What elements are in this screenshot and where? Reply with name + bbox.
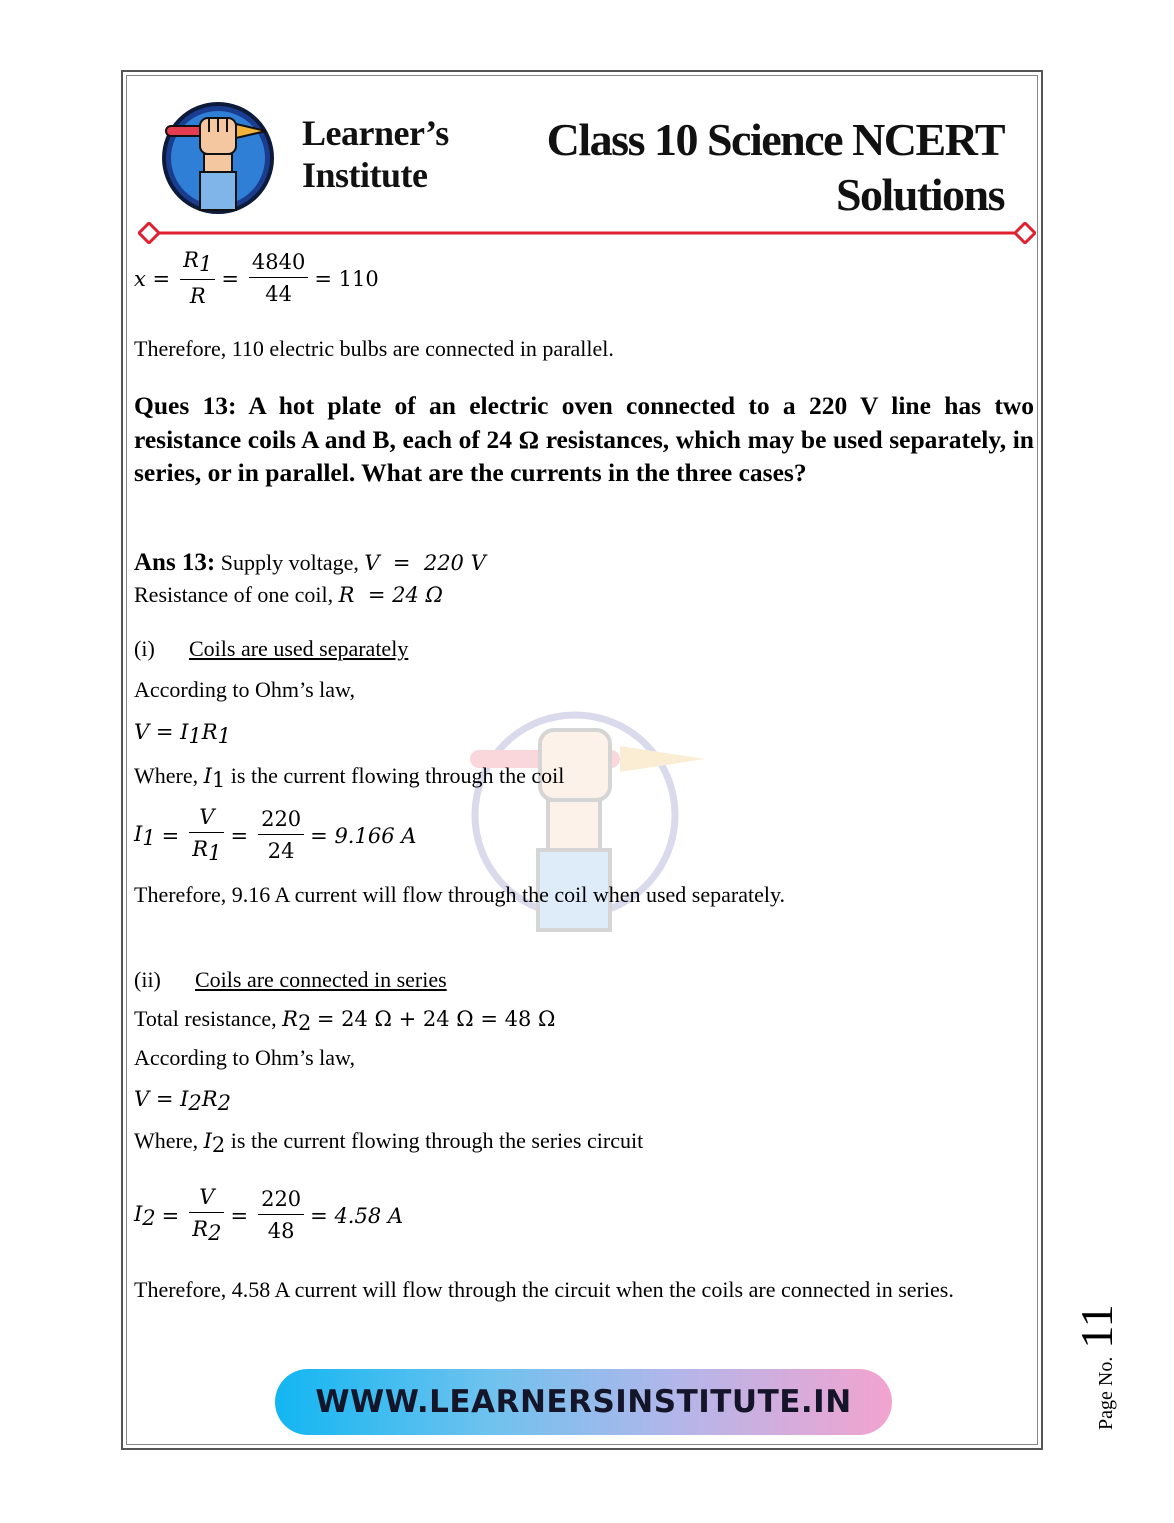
eq-i2-lhs — [134, 1200, 156, 1232]
equation-x — [134, 245, 385, 312]
eq-v2-sub2: 2 — [217, 1091, 231, 1115]
eq-i2-equals-2: = — [230, 1203, 249, 1228]
where1-a: Where, — [134, 763, 199, 788]
eq-i1-frac2-num: 220 — [261, 807, 302, 831]
equation-i2 — [134, 1182, 409, 1249]
eq-x-frac-2 — [249, 247, 308, 310]
learners-institute-logo — [158, 98, 278, 214]
eq-x-frac1-den: R — [180, 279, 215, 312]
brand-line-1: Learner’s — [302, 113, 449, 153]
eq-i2-frac2-num: 220 — [261, 1187, 302, 1211]
therefore-i2: Therefore, 4.58 A current will flow through the circuit when the coils are connected in series. — [134, 1277, 954, 1302]
eq-v1-a: V = I — [134, 720, 189, 744]
header-divider — [138, 222, 1036, 244]
case-1-title: Coils are used separately — [189, 636, 409, 661]
ohm-law-2: According to Ohm’s law, — [134, 1045, 355, 1070]
eq-i1-lhs-var: I — [134, 821, 143, 846]
eq-x-equals-2: = — [221, 266, 239, 291]
therefore-bulbs: Therefore, 110 electric bulbs are connected in parallel. — [134, 336, 614, 361]
total-res-var: R — [282, 1007, 298, 1031]
resistance-math: R = 24 Ω — [338, 583, 443, 607]
where2-var: I — [203, 1129, 212, 1153]
page-number-label: Page No. — [1095, 1356, 1117, 1430]
eq-i1-equals: = — [161, 823, 180, 848]
eq-i1-frac2-den: 24 — [258, 834, 304, 867]
eq-i2-frac-1 — [189, 1182, 224, 1249]
where2-sub: 2 — [211, 1133, 226, 1157]
title-line-2: Solutions — [835, 169, 1004, 220]
ohm-law-1: According to Ohm’s law, — [134, 677, 355, 702]
eq-i1-lhs-sub: 1 — [142, 825, 156, 850]
question-13: Ques 13: A hot plate of an electric oven connected to a 220 V line has two resistance coils A and B, each of 24 Ω resistances, which may be used separately, in series, or in parallel. What are the currents in the three cases? — [134, 391, 1034, 487]
equation-i1 — [134, 802, 422, 869]
where-1 — [134, 762, 564, 794]
eq-x-result: = 110 — [314, 266, 379, 291]
eq-i1-frac-1 — [189, 802, 224, 869]
website-url[interactable]: WWW.LEARNERSINSTITUTE.IN — [315, 1384, 852, 1420]
eq-i1-frac1-den-sub: 1 — [208, 841, 222, 865]
total-resistance — [134, 1005, 555, 1037]
eq-x-frac1-num-sub: 1 — [198, 252, 213, 276]
brand-name — [302, 112, 449, 196]
eq-i1-lhs — [134, 820, 156, 852]
supply-voltage-text: Supply voltage, — [220, 550, 359, 575]
eq-i2-frac-2 — [258, 1184, 304, 1247]
where-2 — [134, 1127, 643, 1159]
eq-i1-frac1-den: R — [192, 837, 209, 861]
total-res-math: = 24 Ω + 24 Ω = 48 Ω — [316, 1007, 556, 1031]
eq-i1-result: = 9.166 A — [310, 823, 417, 848]
supply-voltage-math: V = 220 V — [364, 551, 486, 575]
eq-i2-equals: = — [161, 1203, 180, 1228]
eq-i2-frac1-num: V — [199, 1185, 215, 1209]
eq-x-frac2-den: 44 — [249, 277, 308, 310]
title-line-1: Class 10 Science NCERT — [546, 114, 1004, 165]
eq-v2-sub1: 2 — [188, 1091, 202, 1115]
therefore-i1: Therefore, 9.16 A current will flow through the coil when used separately. — [134, 882, 786, 907]
eq-i1-frac1-num: V — [199, 805, 215, 829]
where2-b: is the current flowing through the series circuit — [230, 1128, 644, 1153]
case-1-heading — [134, 635, 408, 663]
website-banner[interactable] — [275, 1369, 892, 1435]
case-2-number: (ii) — [134, 967, 161, 992]
eq-i2-frac1-den: R — [192, 1217, 209, 1241]
eq-v1-sub2: 1 — [217, 724, 231, 748]
case-2-heading — [134, 966, 447, 994]
eq-i2-frac2-den: 48 — [258, 1214, 304, 1247]
resistance-one-coil — [134, 581, 443, 609]
where1-b: is the current flowing through the coil — [230, 763, 565, 788]
equation-v1 — [134, 718, 231, 750]
case-1-number: (i) — [134, 636, 155, 661]
eq-x-frac1-num: R — [183, 248, 199, 272]
page-number — [1070, 1304, 1123, 1430]
eq-i2-lhs-var: I — [134, 1201, 143, 1226]
eq-v2-mid: R — [201, 1087, 218, 1111]
eq-x-frac2-num: 4840 — [251, 250, 306, 274]
eq-x-frac-1 — [180, 245, 215, 312]
where1-sub: 1 — [211, 768, 226, 792]
total-res-sub: 2 — [297, 1011, 312, 1035]
equation-v2 — [134, 1085, 231, 1117]
eq-v2-a: V = I — [134, 1087, 189, 1111]
eq-i2-result: = 4.58 A — [310, 1203, 404, 1228]
eq-i1-frac-2 — [258, 804, 304, 867]
answer-label: Ans 13: — [134, 549, 216, 576]
page-title — [547, 112, 1004, 222]
resistance-text: Resistance of one coil, — [134, 582, 334, 607]
where2-a: Where, — [134, 1128, 199, 1153]
total-res-text: Total resistance, — [134, 1006, 277, 1031]
eq-v1-sub1: 1 — [188, 724, 202, 748]
answer-supply-voltage — [134, 549, 486, 577]
brand-line-2: Institute — [302, 155, 428, 195]
eq-i1-equals-2: = — [230, 823, 249, 848]
watermark-logo — [460, 700, 710, 950]
eq-i2-frac1-den-sub: 2 — [208, 1221, 222, 1245]
eq-i2-lhs-sub: 2 — [142, 1205, 156, 1230]
where1-var: I — [203, 764, 212, 788]
page-number-value: 11 — [1071, 1304, 1122, 1349]
case-2-title: Coils are connected in series — [195, 967, 447, 992]
eq-x-lhs: x = — [134, 266, 171, 291]
eq-v1-mid: R — [201, 720, 218, 744]
